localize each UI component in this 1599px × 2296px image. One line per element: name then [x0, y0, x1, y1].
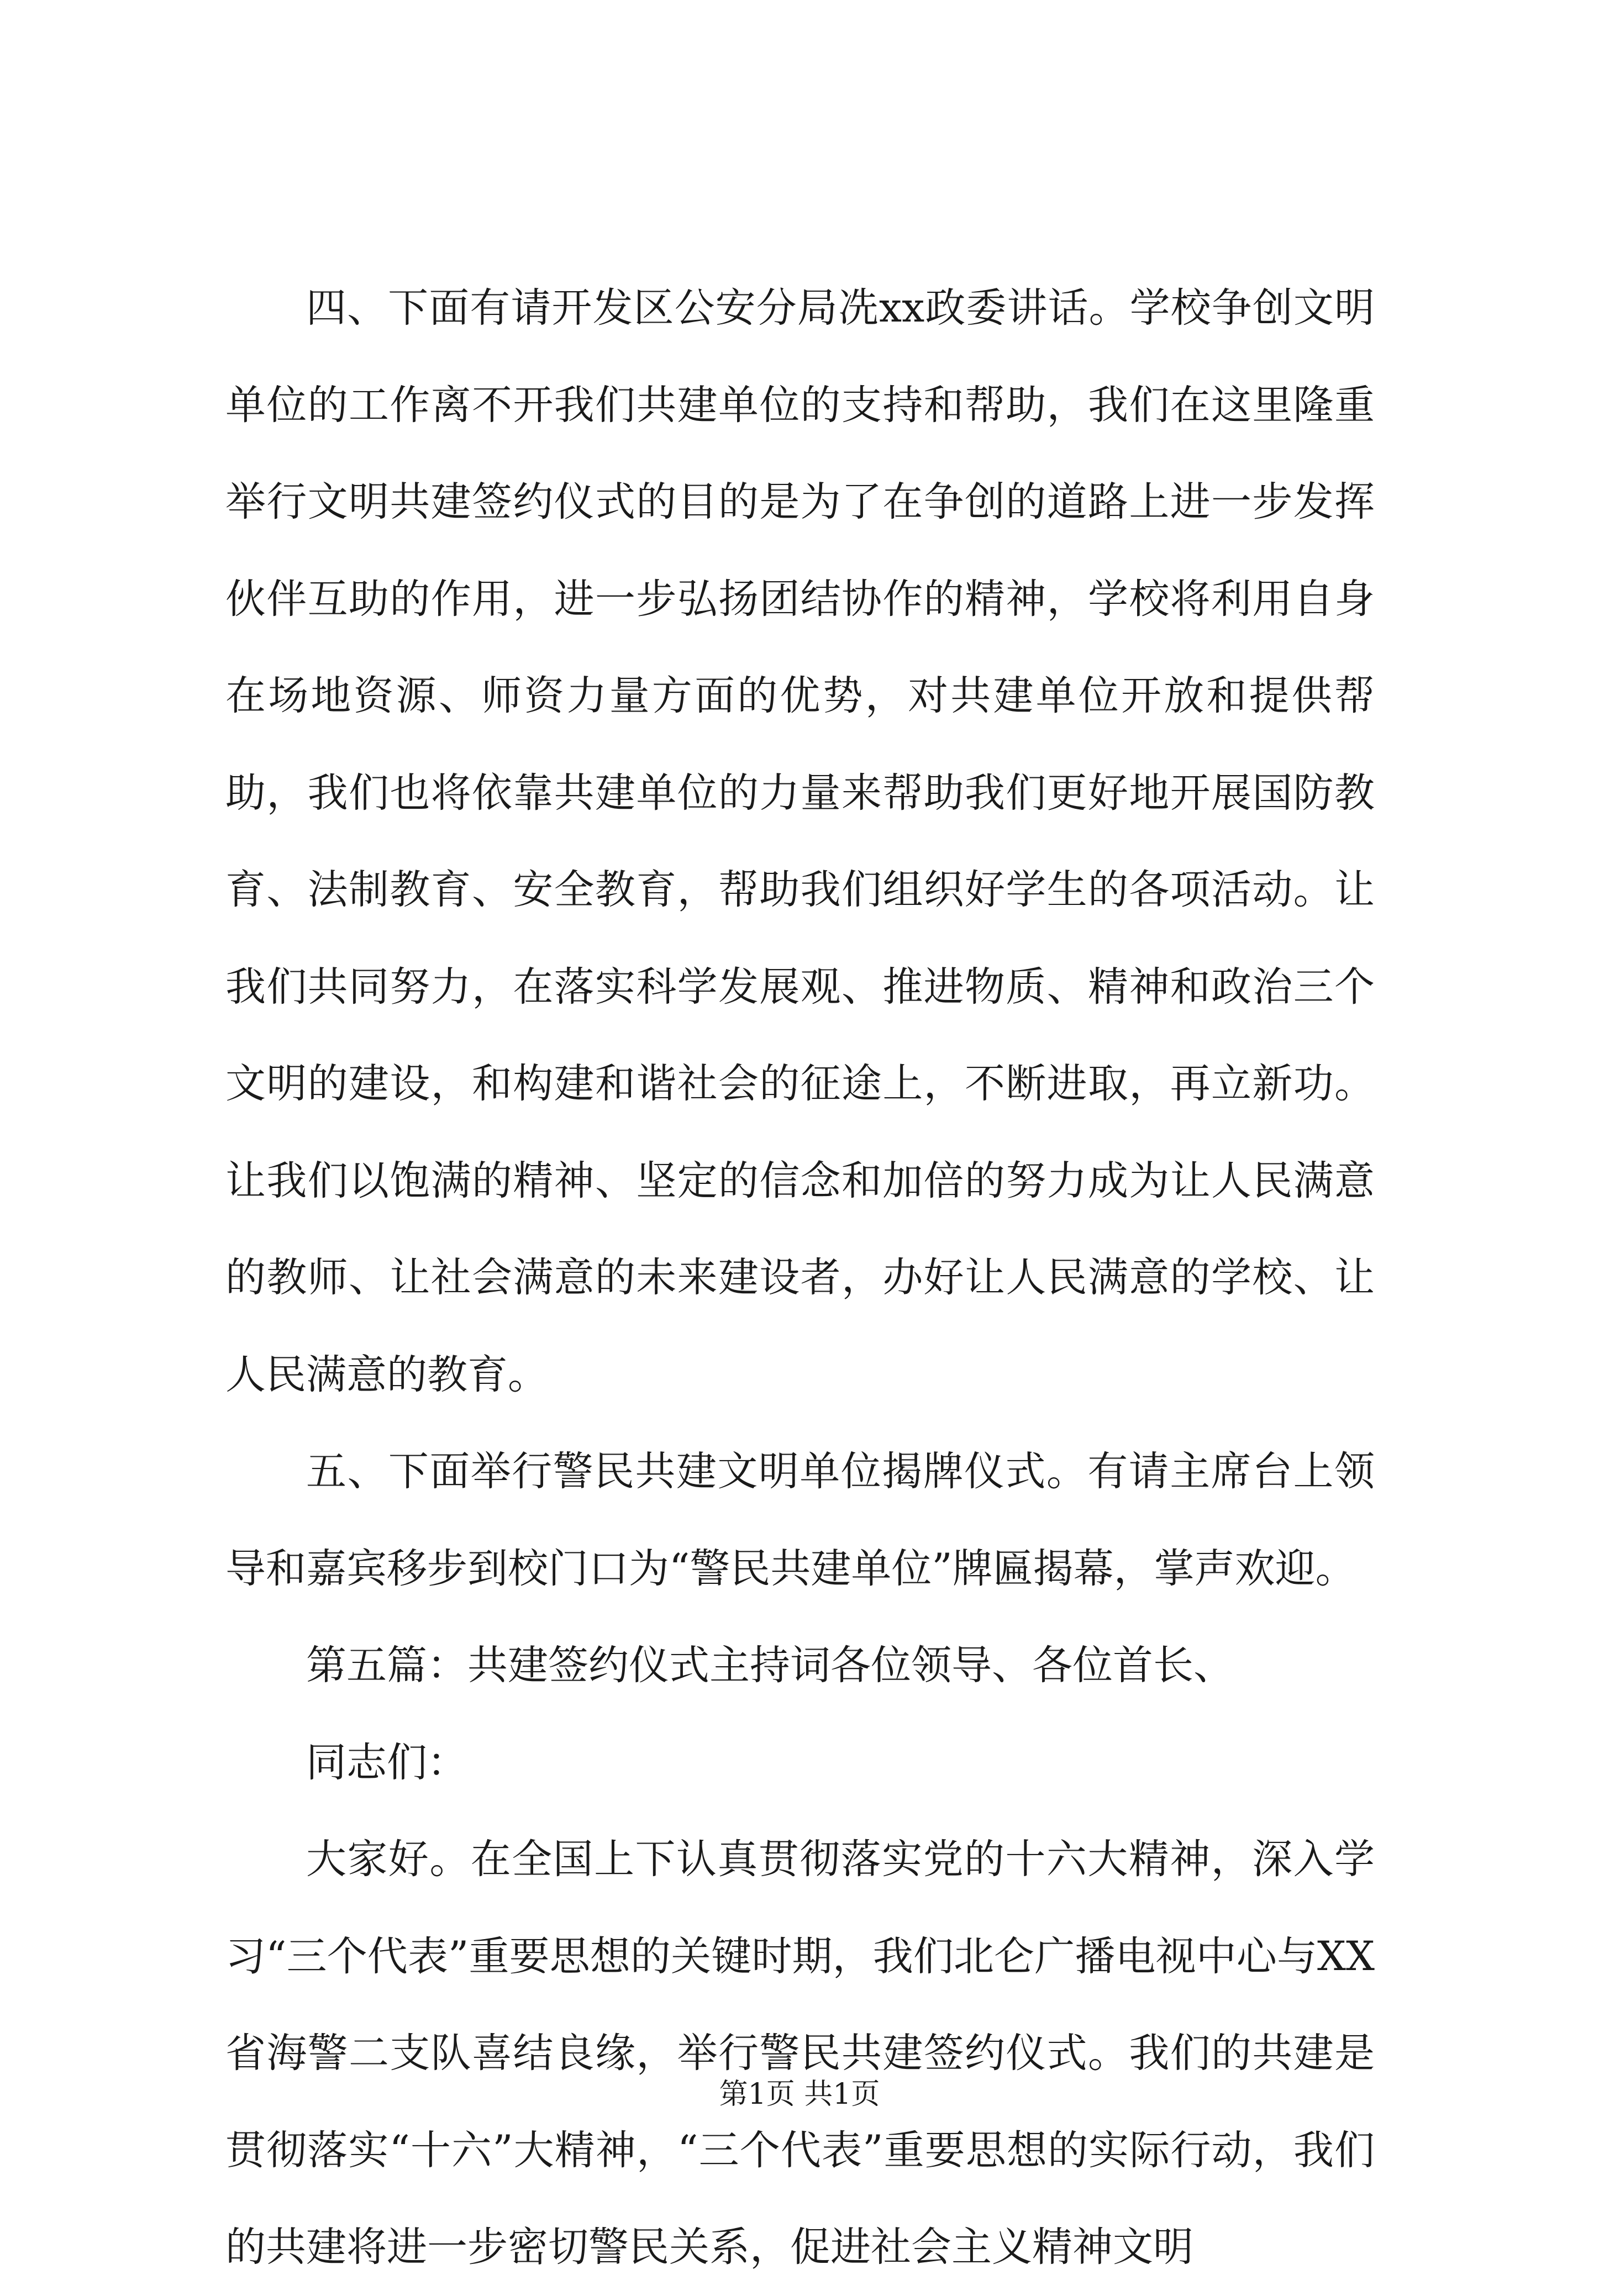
page-number-footer: 第1页 共1页	[719, 2078, 880, 2111]
paragraph-speech-5: 五、下面举行警民共建文明单位揭牌仪式。有请主席台上领导和嘉宾移步到校门口为“警民共建单位”牌匾揭幕，掌声欢迎。	[225, 1448, 1375, 1592]
document-body	[225, 260, 1375, 2296]
paragraph-salutation: 同志们：	[306, 1739, 467, 1786]
paragraph-chapter-heading: 第五篇：共建签约仪式主持词各位领导、各位首长、	[306, 1642, 1234, 1689]
paragraph-speech-4: 四、下面有请开发区公安分局冼xx政委讲话。学校争创文明单位的工作离不开我们共建单位的支持和帮助，我们在这里隆重举行文明共建签约仪式的目的是为了在争创的道路上进一步发挥伙伴互助的作用，进一步弘扬团结协作的精神，学校将利用自身在场地资源、师资力量方面的优势，对共建单位开放和提供帮助，我们也将依靠共建单位的力量来帮助我们更好地开展国防教育、法制教育、安全教育，帮助我们组织好学生的各项活动。让我们共同努力，在落实科学发展观、推进物质、精神和政治三个文明的建设，和构建和谐社会的征途上，不断进取，再立新功。让我们以饱满的精神、坚定的信念和加倍的努力成为让人民满意的教师、让社会满意的未来建设者，办好让人民满意的学校、让人民满意的教育。	[225, 285, 1375, 1398]
paragraph-greeting: 大家好。在全国上下认真贯彻落实党的十六大精神，深入学习“三个代表”重要思想的关键时期，我们北仑广播电视中心与XX省海警二支队喜结良缘，举行警民共建签约仪式。我们的共建是贯彻落实“十六”大精神，“三个代表”重要思想的实际行动，我们的共建将进一步密切警民关系，促进社会主义精神文明	[225, 1836, 1375, 2271]
